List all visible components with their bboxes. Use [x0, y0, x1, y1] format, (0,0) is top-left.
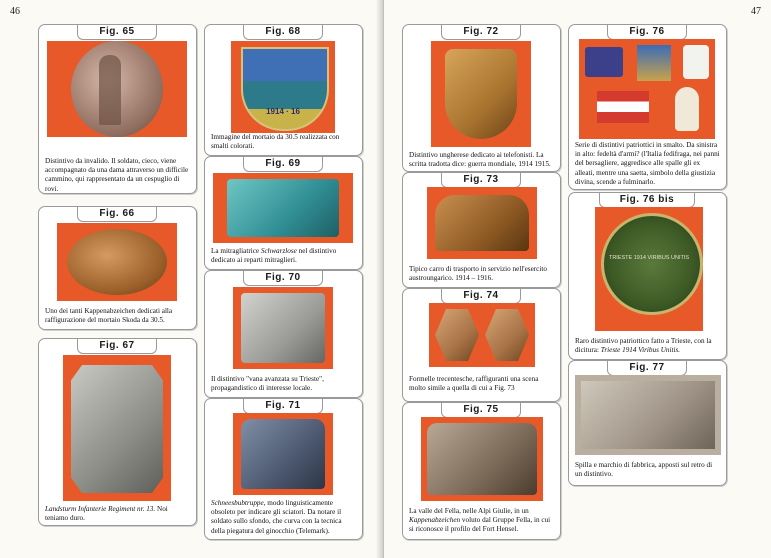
figure-photo: [233, 287, 333, 369]
caption-text: Noi teniamo duro.: [45, 505, 168, 523]
figure-photo: [233, 413, 333, 495]
caption-text: voluto dal Gruppe Fella, in cui si riconosce il profilo del Fort Hensel.: [409, 516, 551, 534]
figure-photo: [429, 303, 535, 367]
badge-image: [241, 419, 325, 489]
figure-card-73: [402, 172, 561, 288]
figure-card-74: [402, 288, 561, 402]
badge-image: [241, 293, 325, 363]
enamel-badge-2: [637, 45, 671, 81]
figure-card-66: [38, 206, 197, 330]
figure-photo: [575, 375, 721, 455]
figure-label: Fig. 68: [243, 24, 323, 40]
figure-card-65: [38, 24, 197, 194]
right-page: [384, 0, 771, 558]
figure-label: Fig. 76: [607, 24, 687, 40]
pin-image: [581, 381, 715, 449]
figure-caption: Tipico carro di trasporto in servizio nell'esercito austroungarico. 1914 – 1916.: [409, 265, 547, 283]
figure-caption: Distintivo da invalido. Il soldato, cieco, viene accompagnato da una dama attraverso un difficile cammino, qui rappresentato da un cespuglio di rovi.: [45, 157, 189, 193]
figure-photo: [595, 207, 703, 331]
figure-photo: [427, 187, 537, 259]
figure-photo: [431, 41, 531, 147]
caption-pre: Raro distintivo patriottico fatto a Trieste, con la dicitura:: [575, 337, 712, 355]
figure-badge: [675, 87, 699, 131]
figure-card-69: [204, 156, 363, 270]
figure-card-71: [204, 398, 363, 540]
flag-badge: [597, 91, 649, 123]
figure-label: Fig. 72: [441, 24, 521, 40]
figure-label: Fig. 70: [243, 270, 323, 286]
figure-photo: [579, 39, 715, 139]
figure-photo: [47, 41, 187, 137]
badge-date: 1914 · 16: [266, 107, 300, 116]
figure-label: Fig. 67: [77, 338, 157, 354]
figure-silhouette: [99, 55, 121, 125]
figure-label: Fig. 75: [441, 402, 521, 418]
enamel-badge-3: [683, 45, 709, 79]
figure-photo: [421, 417, 543, 501]
figure-caption: [211, 499, 357, 536]
figure-card-77: [568, 360, 727, 486]
figure-label: Fig. 71: [243, 398, 323, 414]
figure-caption: Distintivo ungherese dedicato ai telefonisti. La scritta tradotta dice: guerra mondiale, 1914 1915.: [409, 151, 551, 169]
figure-label: Fig. 65: [77, 24, 157, 40]
tile-image-left: [435, 309, 479, 361]
caption-text: modo linguisticamente obsoleto per indicare gli sciatori. Da notare il soldato sullo sfondo, che curva con la tecnica della piegatura del ginocchio (Telemark).: [211, 499, 342, 535]
page-number: 47: [751, 6, 761, 17]
clover-inscription: TRIESTE 1914 VIRIBUS UNITIS: [608, 255, 690, 261]
badge-image: [227, 179, 339, 237]
figure-label: Fig. 66: [77, 206, 157, 222]
tile-image-right: [485, 309, 529, 361]
caption-italic: Landsturm Infanterie Regiment nr. 13.: [45, 505, 156, 513]
figure-card-70: [204, 270, 363, 398]
figure-label: Fig. 74: [441, 288, 521, 304]
figure-card-68: [204, 24, 363, 156]
figure-caption: [211, 247, 357, 265]
figure-caption: Immagine del mortaio da 30.5 realizzata con smalti colorati.: [211, 133, 340, 151]
badge-image: [445, 49, 517, 139]
left-page: [0, 0, 383, 558]
figure-caption: Spilla e marchio di fabbrica, apposti sul retro di un distintivo.: [575, 461, 713, 479]
figure-caption: [409, 507, 555, 535]
badge-image: [427, 423, 537, 495]
figure-caption: [575, 337, 721, 355]
caption-italic: Kappenabzeichen: [409, 516, 461, 525]
figure-photo: [63, 355, 171, 501]
figure-card-75: [402, 402, 561, 540]
caption-italic: Schneesbubtruppe,: [211, 499, 266, 507]
medal-image: [67, 229, 167, 295]
caption-text: nel distintivo dedicato ai reparti mitraglieri.: [211, 247, 337, 265]
figure-photo: [57, 223, 177, 301]
figure-card-72: [402, 24, 561, 172]
figure-label: Fig. 77: [607, 360, 687, 376]
caption-italic: Trieste 1914 Viribus Unitis.: [600, 346, 681, 355]
figure-caption: Formelle trecentesche, raffiguranti una scena molto simile a quella di cui a Fig. 73: [409, 375, 539, 393]
caption-pre: La mitragliatrice: [211, 247, 261, 255]
figure-photo: [231, 41, 335, 133]
badge-image: [435, 195, 529, 251]
caption-italic: Schwarzlose: [260, 247, 297, 255]
clover-badge-image: [601, 213, 703, 315]
badge-image: [71, 365, 163, 493]
figure-label: Fig. 69: [243, 156, 323, 172]
figure-caption: [45, 505, 191, 523]
figure-card-67: [38, 338, 197, 526]
figure-label: Fig. 76 bis: [599, 192, 695, 208]
figure-card-76: [568, 24, 727, 190]
figure-card-76-bis: [568, 192, 727, 360]
figure-label: Fig. 73: [441, 172, 521, 188]
figure-caption: Serie di distintivi patriottici in smalto. Da sinistra in alto: fedeltà d'armi? (l'Italia fedifraga, nei panni del bersagliere, aggredisce alle spalle gli ex alleati, mentre una saetta, simbolo della giustizia divina, scende a fulminarlo.: [575, 141, 720, 186]
caption-pre: La valle del Fella, nelle Alpi Giulie, in un: [409, 507, 529, 515]
enamel-badge-1: [585, 47, 623, 77]
figure-photo: [213, 173, 353, 243]
figure-caption: Uno dei tanti Kappenabzeichen dedicati alla raffigurazione del mortaio Skoda da 30.5.: [45, 307, 173, 325]
page-number: 46: [10, 6, 20, 17]
enamel-badge-image: [241, 47, 329, 131]
figure-caption: Il distintivo "vana avanzata su Trieste", propagandistico di interesse locale.: [211, 375, 324, 393]
